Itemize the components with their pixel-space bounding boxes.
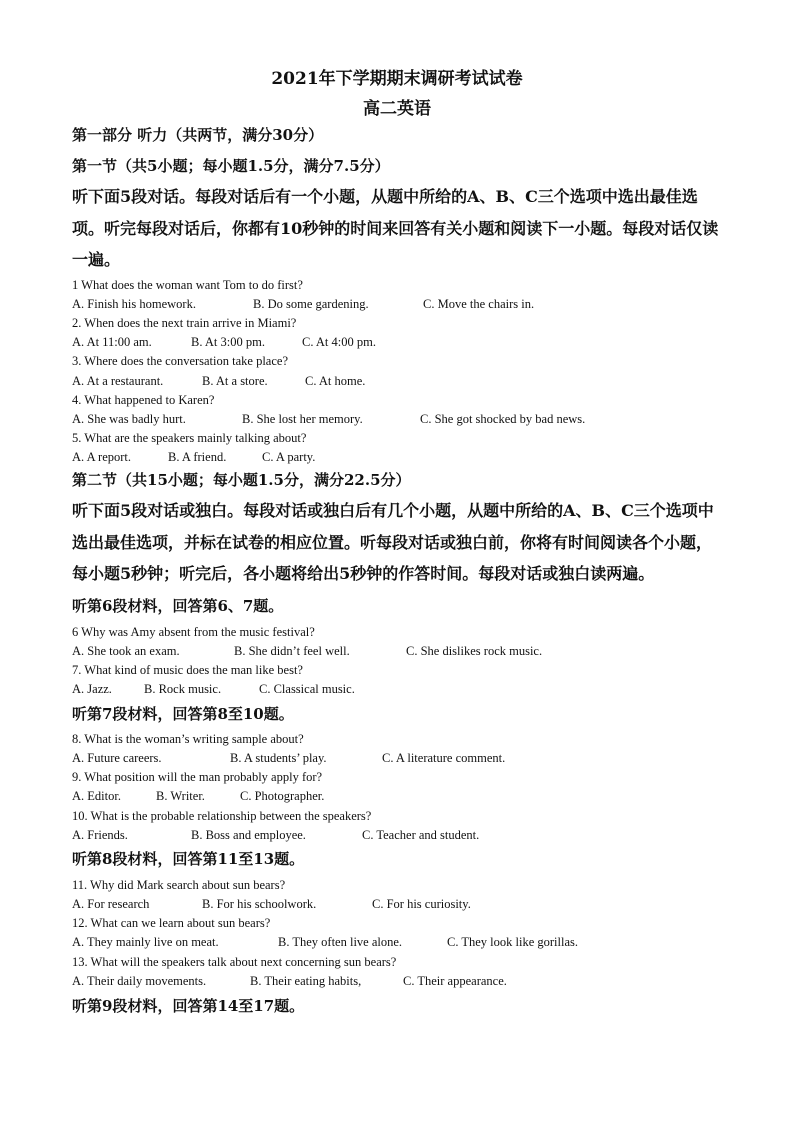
- option-b: B. A students’ play.: [230, 751, 327, 765]
- section2-instructions: 听下面5段对话或独白。每段对话或独白后有几个小题，从题中所给的A、B、C三个选项中选出最佳选项，并标在试卷的相应位置。听每段对话或独白前，你将有时间阅读各个小题，每小题5秒钟；听完后，各小题将给出5秒钟的作答时间。每段对话或独白读两遍。: [72, 501, 714, 583]
- options-3: [72, 374, 732, 392]
- question-5: 5. What are the speakers mainly talking about?: [72, 431, 307, 445]
- option-b: B. They often live alone.: [278, 935, 403, 949]
- option-a: A. At a restaurant.: [72, 374, 164, 388]
- option-c: C. At 4:00 pm.: [302, 335, 376, 349]
- option-c: C. Classical music.: [259, 682, 355, 696]
- option-b: B. She didn’t feel well.: [234, 644, 350, 658]
- section2-heading: 第二节（共15小题；每小题1.5分，满分22.5分）: [72, 471, 411, 489]
- question-3: 3. Where does the conversation take place?: [72, 354, 288, 368]
- option-a: A. For research: [72, 897, 150, 911]
- option-c: C. She dislikes rock music.: [406, 644, 543, 658]
- option-c: C. Their appearance.: [403, 974, 507, 988]
- option-a: A. Editor.: [72, 789, 121, 803]
- part1-heading: 第一部分 听力（共两节，满分30分）: [72, 126, 324, 144]
- exam-subtitle: 高二英语: [363, 99, 431, 119]
- option-b: B. Their eating habits,: [250, 974, 362, 988]
- material-7-heading: 听第7段材料，回答第8至10题。: [72, 705, 294, 723]
- option-b: B. At a store.: [202, 374, 268, 388]
- material-8-heading: 听第8段材料，回答第11至13题。: [72, 850, 305, 868]
- option-a: A. She took an exam.: [72, 644, 180, 658]
- section1-heading: 第一节（共5小题；每小题1.5分，满分7.5分）: [72, 157, 390, 175]
- question-1: 1 What does the woman want Tom to do first?: [72, 278, 303, 292]
- question-12: 12. What can we learn about sun bears?: [72, 916, 271, 930]
- question-4: 4. What happened to Karen?: [72, 393, 215, 407]
- exam-title: 2021年下学期期末调研考试试卷: [271, 69, 523, 89]
- section1-instructions: 听下面5段对话。每段对话后有一个小题，从题中所给的A、B、C三个选项中选出最佳选项。听完每段对话后，你都有10秒钟的时间来回答有关小题和阅读下一小题。每段对话仅读一遍。: [72, 187, 719, 269]
- option-a: A. Future careers.: [72, 751, 162, 765]
- option-b: B. Do some gardening.: [253, 297, 369, 311]
- options-11: [72, 897, 732, 915]
- option-c: C. At home.: [305, 374, 366, 388]
- option-b: B. Writer.: [156, 789, 205, 803]
- option-a: A. Finish his homework.: [72, 297, 196, 311]
- option-a: A. She was badly hurt.: [72, 412, 186, 426]
- option-a: A. Their daily movements.: [72, 974, 207, 988]
- option-c: C. A party.: [262, 450, 316, 464]
- option-c: C. Move the chairs in.: [423, 297, 535, 311]
- options-9: [72, 789, 732, 807]
- option-b: B. Rock music.: [144, 682, 222, 696]
- option-a: A. A report.: [72, 450, 132, 464]
- option-a: A. Jazz.: [72, 682, 112, 696]
- option-c: C. She got shocked by bad news.: [420, 412, 586, 426]
- options-1: [72, 297, 732, 315]
- option-a: A. At 11:00 am.: [72, 335, 152, 349]
- option-c: C. Photographer.: [240, 789, 325, 803]
- option-b: B. For his schoolwork.: [202, 897, 317, 911]
- question-8: 8. What is the woman’s writing sample about?: [72, 732, 304, 746]
- question-7: 7. What kind of music does the man like best?: [72, 663, 303, 677]
- option-c: C. They look like gorillas.: [447, 935, 579, 949]
- options-12: [72, 935, 732, 953]
- material-6-heading: 听第6段材料，回答第6、7题。: [72, 597, 284, 615]
- question-13: 13. What will the speakers talk about next concerning sun bears?: [72, 955, 397, 969]
- options-5: [72, 450, 732, 468]
- question-10: 10. What is the probable relationship between the speakers?: [72, 809, 372, 823]
- option-c: C. A literature comment.: [382, 751, 506, 765]
- question-9: 9. What position will the man probably apply for?: [72, 770, 323, 784]
- option-a: A. They mainly live on meat.: [72, 935, 219, 949]
- option-b: B. A friend.: [168, 450, 227, 464]
- options-6: [72, 644, 732, 662]
- question-6: 6 Why was Amy absent from the music festival?: [72, 625, 315, 639]
- option-a: A. Friends.: [72, 828, 128, 842]
- option-c: C. For his curiosity.: [372, 897, 471, 911]
- material-9-heading: 听第9段材料，回答第14至17题。: [72, 997, 305, 1015]
- option-b: B. She lost her memory.: [242, 412, 363, 426]
- options-2: [72, 335, 732, 353]
- option-b: B. At 3:00 pm.: [191, 335, 265, 349]
- option-c: C. Teacher and student.: [362, 828, 480, 842]
- options-7: [72, 682, 732, 700]
- question-11: 11. Why did Mark search about sun bears?: [72, 878, 286, 892]
- options-4: [72, 412, 732, 430]
- question-2: 2. When does the next train arrive in Miami?: [72, 316, 297, 330]
- option-b: B. Boss and employee.: [191, 828, 306, 842]
- options-8: [72, 751, 732, 769]
- options-13: [72, 974, 732, 992]
- options-10: [72, 828, 732, 846]
